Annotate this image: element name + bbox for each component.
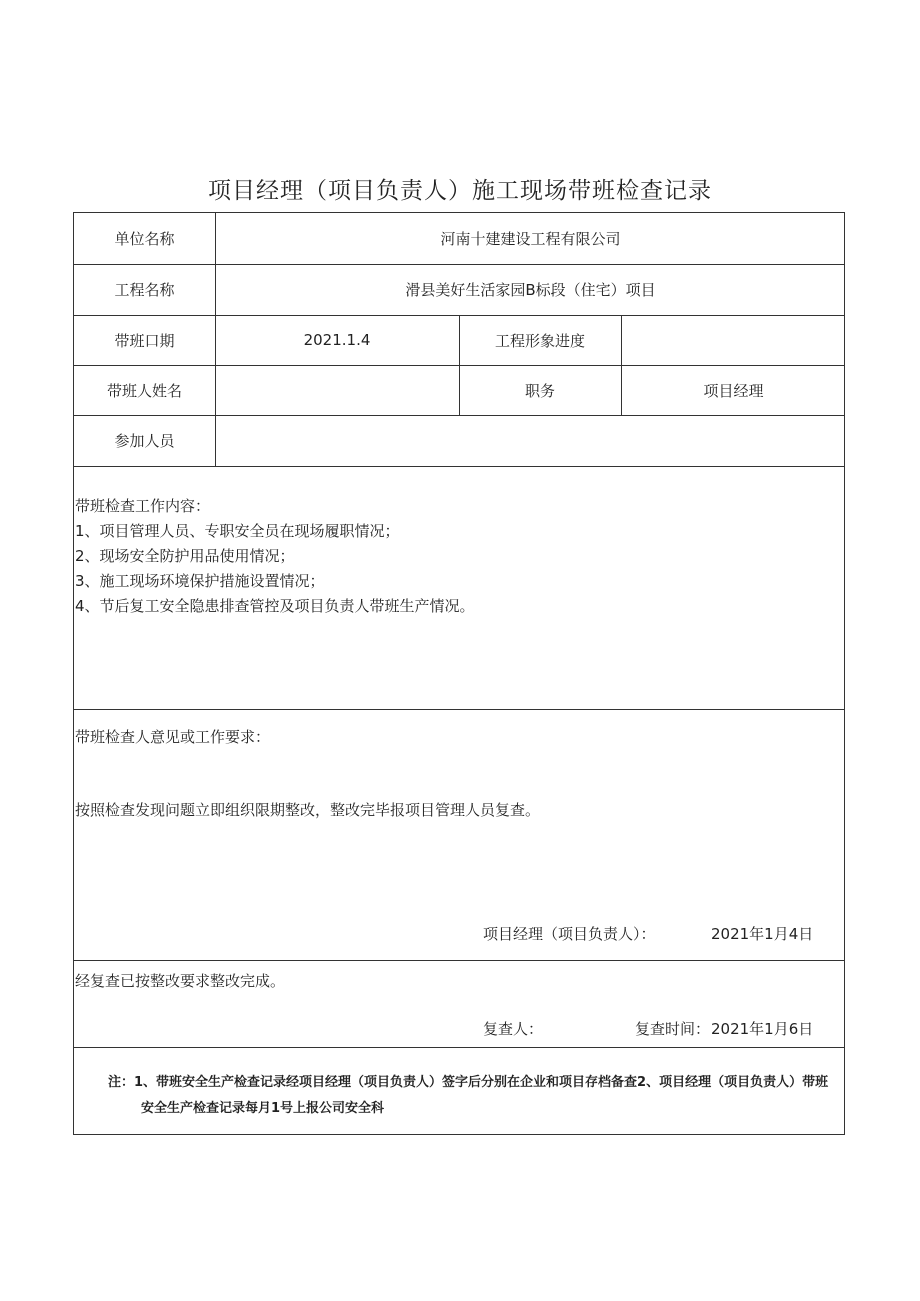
review-time-label: 复查时间： [635, 1020, 711, 1038]
unit-name-value[interactable]: 河南十建建设工程有限公司 [440, 230, 621, 248]
unit-name-label: 单位名称 [114, 230, 175, 248]
work-content-item: 4、节后复工安全隐患排查管控及项目负责人带班生产情况。 [75, 597, 475, 615]
document-title: 项目经理（项目负责人）施工现场带班检查记录 [208, 178, 712, 204]
work-content-item: 1、项目管理人员、专职安全员在现场履职情况； [75, 522, 400, 540]
row-divider [74, 1047, 844, 1048]
project-name-value[interactable]: 滑县美好生活家园B标段（住宅）项目 [405, 281, 656, 299]
work-content-item: 2、现场安全防护用品使用情况； [75, 547, 295, 565]
footnote-line: 注：1、带班安全生产检查记录经项目经理（项目负责人）签字后分别在企业和项目存档备查2、项目经理（项目负责人）带班 [108, 1075, 829, 1090]
work-content-item: 3、施工现场环境保护措施设置情况； [75, 572, 325, 590]
participants-label: 参加人员 [114, 432, 175, 450]
position-value[interactable]: 项目经理 [703, 381, 764, 400]
position-label: 职务 [524, 381, 555, 400]
progress-label: 工程形象进度 [494, 331, 585, 350]
row-divider [74, 709, 844, 710]
participants-value[interactable] [215, 415, 846, 466]
shift-date-value[interactable]: 2021.1.4 [303, 331, 371, 349]
leader-name-value[interactable] [215, 365, 459, 415]
opinion-text: 按照检查发现问题立即组织限期整改，整改完毕报项目管理人员复查。 [75, 801, 541, 819]
row-divider [74, 466, 844, 467]
opinion-date: 2021年1月4日 [711, 925, 814, 943]
review-text: 经复查已按整改要求整改完成。 [75, 972, 286, 990]
review-date: 2021年1月6日 [711, 1020, 814, 1038]
footnote-line: 安全生产检查记录每月1号上报公司安全科 [141, 1101, 385, 1116]
work-content-block [75, 494, 475, 619]
progress-value[interactable] [621, 315, 846, 365]
shift-date-label: 带班口期 [114, 331, 175, 350]
row-divider [74, 960, 844, 961]
reviewer-label: 复查人： [483, 1020, 544, 1038]
footnote [108, 1070, 843, 1122]
inspection-form [73, 212, 845, 1135]
project-name-label: 工程名称 [114, 281, 175, 299]
opinion-heading: 带班检查人意见或工作要求： [75, 728, 271, 746]
leader-name-label: 带班人姓名 [106, 381, 182, 400]
work-content-heading: 带班检查工作内容： [75, 497, 211, 515]
opinion-signer-label: 项目经理（项目负责人）： [483, 925, 656, 943]
